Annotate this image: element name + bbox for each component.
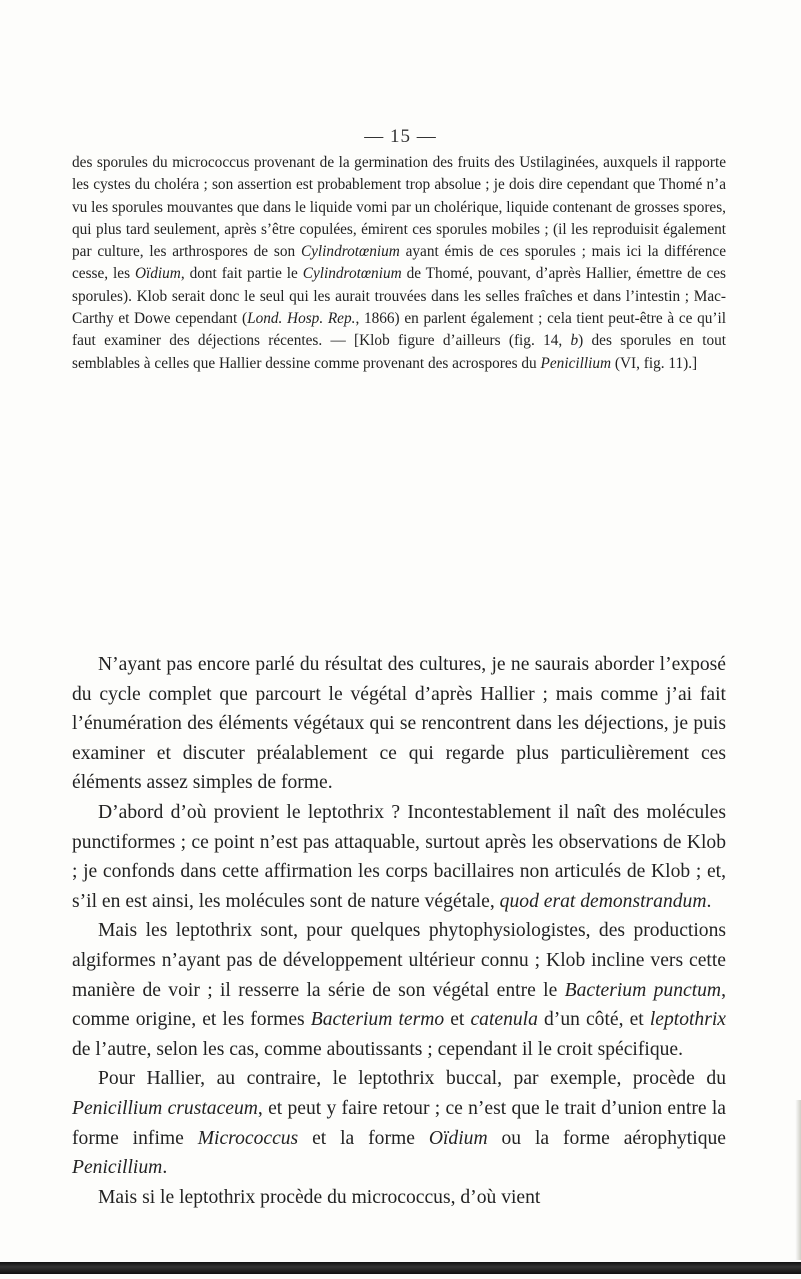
footnote-block — [72, 152, 726, 375]
text-run: d’un côté, et — [537, 1009, 650, 1031]
italic-latin: quod erat demonstrandum — [499, 890, 707, 912]
paragraph-3 — [72, 916, 726, 1064]
italic-term: Penicillium — [72, 1157, 163, 1179]
italic-term: Oïdium — [428, 1127, 488, 1149]
text-run: Pour Hallier, au contraire, le leptothrix buccal, par exemple, procède du — [98, 1068, 726, 1090]
text-run: , et peut y faire retour ; ce n’est que le trait d’union entre la forme infime — [72, 1097, 726, 1149]
text-run: de Thomé, pouvant, d’après Hallier, émettre de ces sporules). Klob serait donc le seul qui les aurait trouvées dans les selles fraîches et dans l’intestin ; Mac-Carthy et Dowe cependant ( — [72, 265, 727, 328]
text-run: de l’autre, selon les cas, comme aboutissants ; cependant il le croit spécifique. — [72, 1038, 684, 1060]
italic-term: Bacterium termo — [310, 1009, 445, 1031]
paragraph-2 — [72, 798, 726, 916]
page-edge-shadow — [795, 1100, 801, 1260]
text-run: des sporules du micrococcus provenant de la germination des fruits des Ustilaginées, auxquels il rapporte les cystes du choléra ; son assertion est probablement trop absolue ; je dois dire cependant que Thomé n’a vu les sporules mouvantes que dans le liquide vomi par un cholérique, liquide contenant de grosses spores, qui plus tard seulement, après s’être copulées, émirent ces sporules mobiles ; (il les reproduisit également par culture, les arthrospores de son — [72, 154, 726, 261]
italic-term: catenula — [470, 1009, 538, 1031]
text-run: ayant émis de ces sporules ; mais ici la différence cesse, les — [72, 243, 726, 283]
text-run: Mais les leptothrix sont, pour quelques phytophysiologistes, des productions algiformes n’ayant pas de développement ultérieur connu ; Klob incline vers cette manière de voir ; il resserre la série de son végétal entre le — [72, 920, 726, 1001]
text-run: , comme origine, et les formes — [72, 979, 726, 1031]
text-run: , 1866) en parlent également ; cela tient peut-être à ce qu’il faut examiner des déjections récentes. — [Klob figure d’ailleurs (fig. 14, — [72, 310, 726, 350]
text-run: (VI, fig. 11).] — [611, 354, 698, 372]
text-run: ou la forme aérophytique — [487, 1127, 726, 1149]
scan-bottom-edge — [0, 1262, 801, 1274]
text-run: . — [162, 1157, 168, 1179]
italic-term: Cylindrotœnium — [302, 265, 402, 283]
italic-term: Bacterium punctum — [564, 979, 722, 1001]
italic-term: Micrococcus — [197, 1127, 299, 1149]
italic-term: Cylindrotœnium — [300, 243, 400, 261]
text-run: . — [706, 890, 712, 912]
italic-term: Penicillium crustaceum — [72, 1097, 258, 1119]
paragraph-1 — [72, 650, 726, 798]
text-run: et la forme — [298, 1127, 429, 1149]
italic-term: b — [570, 332, 579, 350]
text-run: D’abord d’où provient le leptothrix ? Incontestablement il naît des molécules punctiformes ; ce point n’est pas attaquable, surtout après les observations de Klob ; je confonds dans cette affirmation les corps bacillaires non articulés de Klob ; et, s’il en est ainsi, les molécules sont de nature végétale, — [72, 801, 726, 912]
text-run: et — [444, 1009, 471, 1031]
text-run: N’ayant pas encore parlé du résultat des cultures, je ne saurais aborder l’exposé du cycle complet que parcourt le végétal d’après Hallier ; mais comme j’ai fait l’énumération des éléments végétaux qui se rencontrent dans les déjections, je puis examiner et discuter préalablement ce qui regarde plus particulièrement ces éléments assez simples de forme. — [72, 654, 726, 794]
text-run: Mais si le leptothrix procède du micrococcus, d’où vient — [98, 1186, 541, 1208]
italic-reference: Lond. Hosp. Rep. — [247, 310, 356, 328]
paragraph-4 — [72, 1064, 726, 1182]
italic-term: Oïdium — [134, 265, 181, 283]
page-number: — 15 — — [364, 126, 437, 147]
footnote-paragraph — [72, 152, 726, 375]
main-text-block — [72, 650, 726, 1212]
italic-term: Penicillium — [540, 354, 612, 372]
paragraph-5 — [72, 1183, 726, 1213]
text-run: , dont fait partie le — [180, 265, 303, 283]
italic-term: leptothrix — [649, 1009, 726, 1031]
text-run: ) des sporules en tout semblables à celles que Hallier dessine comme provenant des acrospores du — [72, 332, 726, 372]
